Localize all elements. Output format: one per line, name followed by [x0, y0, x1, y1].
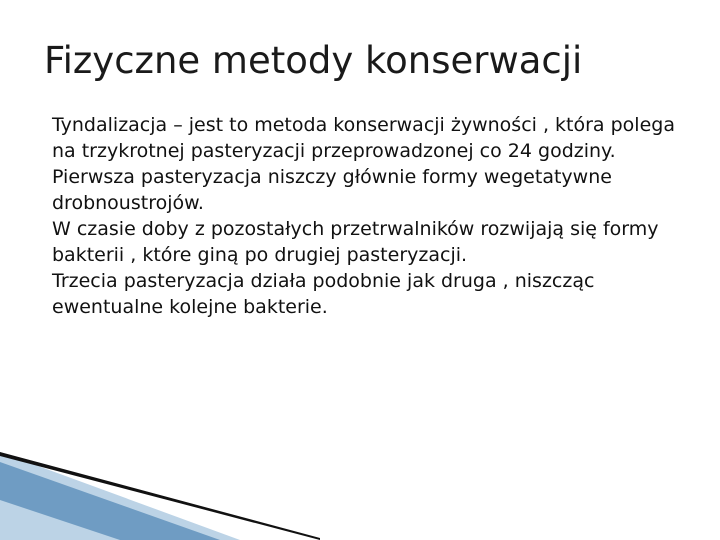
paragraph-1: Pierwsza pasteryzacja niszczy głównie formy wegetatywne drobnoustrojów.	[52, 166, 612, 214]
intro-text: – jest to metoda konserwacji żywności , która polega na trzykrotnej pasteryzacji przeprowadzonej co 24 godziny.	[52, 114, 675, 162]
decorative-swoosh	[0, 440, 720, 540]
intro-paragraph	[52, 112, 692, 164]
intro-lead-term: Tyndalizacja	[52, 114, 168, 136]
slide-body	[52, 112, 692, 320]
paragraph-3: Trzecia pasteryzacja działa podobnie jak druga , niszcząc ewentualne kolejne bakterie.	[52, 270, 595, 318]
paragraph-2: W czasie doby z pozostałych przetrwalników rozwijają się formy bakterii , które giną po drugiej pasteryzacji.	[52, 218, 659, 266]
slide-title: Fizyczne metody konserwacji	[44, 39, 583, 82]
